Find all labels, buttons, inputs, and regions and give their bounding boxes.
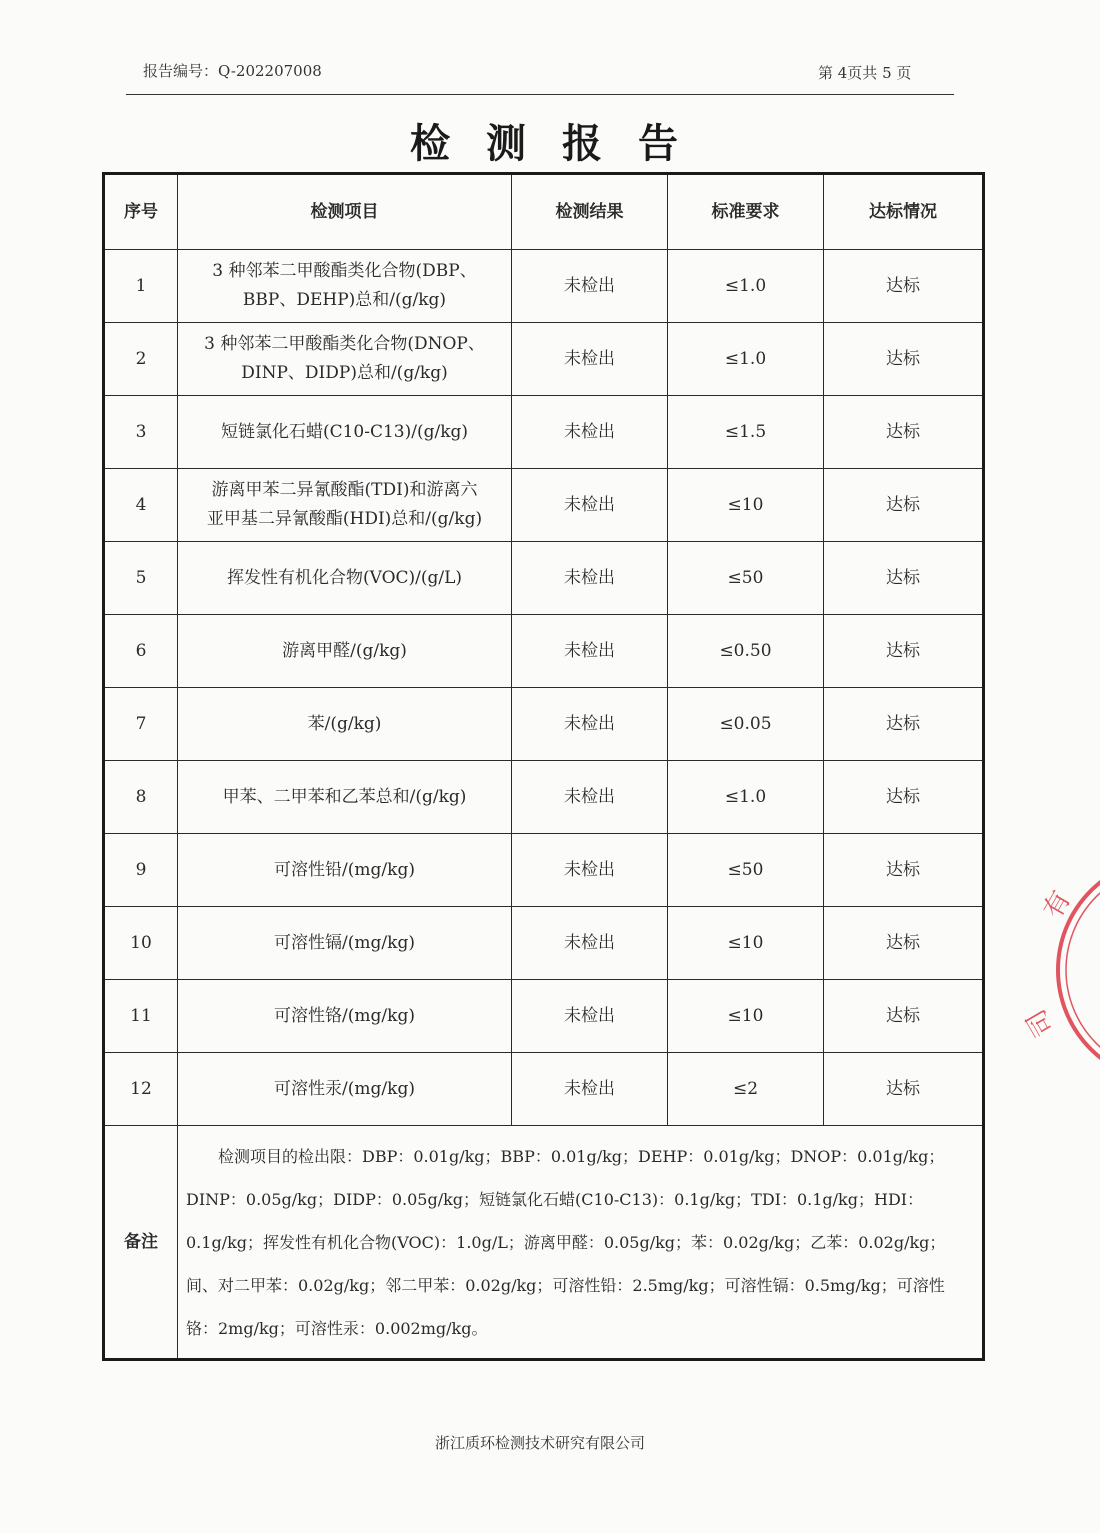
- table-row: [104, 761, 984, 834]
- cell-result: 未检出: [512, 834, 668, 907]
- cell-standard: ≤10: [668, 907, 824, 980]
- table-row: [104, 396, 984, 469]
- cell-standard: ≤0.05: [668, 688, 824, 761]
- cell-item: [178, 907, 512, 980]
- cell-status: 达标: [824, 469, 984, 542]
- table-row: [104, 907, 984, 980]
- cell-no: 9: [104, 834, 178, 907]
- cell-status: 达标: [824, 688, 984, 761]
- page-indicator: 第 4页共 5 页: [818, 64, 912, 82]
- cell-result: 未检出: [512, 542, 668, 615]
- item-name-line1: 甲苯、二甲苯和乙苯总和/(g/kg): [222, 786, 467, 807]
- cell-standard: ≤50: [668, 542, 824, 615]
- item-name-line1: 可溶性铬/(mg/kg): [274, 1005, 415, 1026]
- company-seal-stamp: [1021, 860, 1100, 1080]
- col-header-status: 达标情况: [824, 174, 984, 250]
- cell-result: 未检出: [512, 907, 668, 980]
- item-name-line2: BBP、DEHP)总和/(g/kg): [242, 290, 447, 310]
- company-footer: 浙江质环检测技术研究有限公司: [434, 1434, 645, 1452]
- cell-no: 10: [104, 907, 178, 980]
- table-row: [104, 980, 984, 1053]
- cell-status: 达标: [824, 396, 984, 469]
- item-name-line1: 游离甲醛/(g/kg): [282, 640, 407, 661]
- cell-result: 未检出: [512, 615, 668, 688]
- remarks-row: [104, 1126, 984, 1360]
- table-row: [104, 323, 984, 396]
- item-name-line1: 短链氯化石蜡(C10-C13)/(g/kg): [220, 421, 469, 442]
- cell-result: 未检出: [512, 761, 668, 834]
- table-row: [104, 688, 984, 761]
- cell-item: [178, 834, 512, 907]
- item-name-line1: 可溶性铅/(mg/kg): [274, 859, 415, 880]
- cell-status: 达标: [824, 250, 984, 323]
- header-divider: [126, 94, 954, 95]
- cell-status: 达标: [824, 834, 984, 907]
- item-name-line1: 3 种邻苯二甲酸酯类化合物(DBP、: [212, 261, 477, 281]
- cell-no: 3: [104, 396, 178, 469]
- cell-status: 达标: [824, 1053, 984, 1126]
- item-name-line1: 3 种邻苯二甲酸酯类化合物(DNOP、: [204, 334, 485, 354]
- test-results-table: [102, 172, 985, 1361]
- cell-no: 12: [104, 1053, 178, 1126]
- seal-glyph: 司: [1021, 1003, 1061, 1042]
- table-row: [104, 542, 984, 615]
- cell-no: 1: [104, 250, 178, 323]
- item-name-line1: 可溶性汞/(mg/kg): [274, 1078, 415, 1099]
- cell-no: 4: [104, 469, 178, 542]
- seal-glyph: 有: [1038, 885, 1078, 924]
- cell-standard: ≤50: [668, 834, 824, 907]
- table-row: [104, 615, 984, 688]
- cell-status: 达标: [824, 615, 984, 688]
- table-row: [104, 834, 984, 907]
- cell-item: [178, 688, 512, 761]
- cell-item: [178, 1053, 512, 1126]
- col-header-no: 序号: [104, 174, 178, 250]
- cell-item: [178, 542, 512, 615]
- cell-status: 达标: [824, 761, 984, 834]
- item-name-line2: DINP、DIDP)总和/(g/kg): [241, 363, 448, 383]
- cell-item: [178, 469, 512, 542]
- col-header-result: 检测结果: [512, 174, 668, 250]
- item-name-line1: 可溶性镉/(mg/kg): [274, 932, 415, 953]
- cell-no: 6: [104, 615, 178, 688]
- page-title: 检测报告: [410, 121, 714, 167]
- table-body: [104, 250, 984, 1126]
- cell-standard: ≤10: [668, 469, 824, 542]
- cell-status: 达标: [824, 323, 984, 396]
- cell-status: 达标: [824, 907, 984, 980]
- cell-standard: ≤1.5: [668, 396, 824, 469]
- cell-standard: ≤1.0: [668, 761, 824, 834]
- cell-result: 未检出: [512, 323, 668, 396]
- col-header-item: 检测项目: [178, 174, 512, 250]
- table-row: [104, 1053, 984, 1126]
- cell-result: 未检出: [512, 469, 668, 542]
- cell-item: [178, 980, 512, 1053]
- cell-result: 未检出: [512, 396, 668, 469]
- remarks-text: 检测项目的检出限：DBP：0.01g/kg；BBP：0.01g/kg；DEHP：0.01g/kg；DNOP：0.01g/kg；DINP：0.05g/kg；DIDP：0.05g/kg；短链氯化石蜡(C10-C13)：0.1g/kg；TDI：0.1g/kg；HDI：0.1g/kg；挥发性有机化合物(VOC)：1.0g/L；游离甲醛：0.05g/kg；苯：0.02g/kg；乙苯：0.02g/kg；间、对二甲苯：0.02g/kg；邻二甲苯：0.02g/kg；可溶性铅：2.5mg/kg；可溶性镉：0.5mg/kg；可溶性铬：2mg/kg；可溶性汞：0.002mg/kg。: [178, 1126, 984, 1360]
- table-header-row: [104, 174, 984, 250]
- cell-standard: ≤1.0: [668, 323, 824, 396]
- cell-status: 达标: [824, 980, 984, 1053]
- cell-item: [178, 250, 512, 323]
- cell-no: 7: [104, 688, 178, 761]
- cell-item: [178, 323, 512, 396]
- cell-standard: ≤1.0: [668, 250, 824, 323]
- cell-standard: ≤0.50: [668, 615, 824, 688]
- cell-item: [178, 615, 512, 688]
- cell-no: 2: [104, 323, 178, 396]
- cell-no: 8: [104, 761, 178, 834]
- report-number: 报告编号：Q-202207008: [143, 62, 322, 80]
- cell-no: 11: [104, 980, 178, 1053]
- cell-result: 未检出: [512, 688, 668, 761]
- cell-result: 未检出: [512, 1053, 668, 1126]
- col-header-standard: 标准要求: [668, 174, 824, 250]
- cell-item: [178, 396, 512, 469]
- item-name-line2: 亚甲基二异氰酸酯(HDI)总和/(g/kg): [206, 509, 483, 529]
- cell-standard: ≤10: [668, 980, 824, 1053]
- table-row: [104, 250, 984, 323]
- item-name-line1: 游离甲苯二异氰酸酯(TDI)和游离六: [211, 480, 478, 500]
- table-row: [104, 469, 984, 542]
- cell-result: 未检出: [512, 980, 668, 1053]
- item-name-line1: 挥发性有机化合物(VOC)/(g/L): [226, 567, 463, 588]
- cell-item: [178, 761, 512, 834]
- cell-no: 5: [104, 542, 178, 615]
- remarks-label: 备注: [104, 1126, 178, 1360]
- cell-standard: ≤2: [668, 1053, 824, 1126]
- seal-ring: [1058, 858, 1100, 1082]
- cell-status: 达标: [824, 542, 984, 615]
- cell-result: 未检出: [512, 250, 668, 323]
- item-name-line1: 苯/(g/kg): [307, 713, 382, 734]
